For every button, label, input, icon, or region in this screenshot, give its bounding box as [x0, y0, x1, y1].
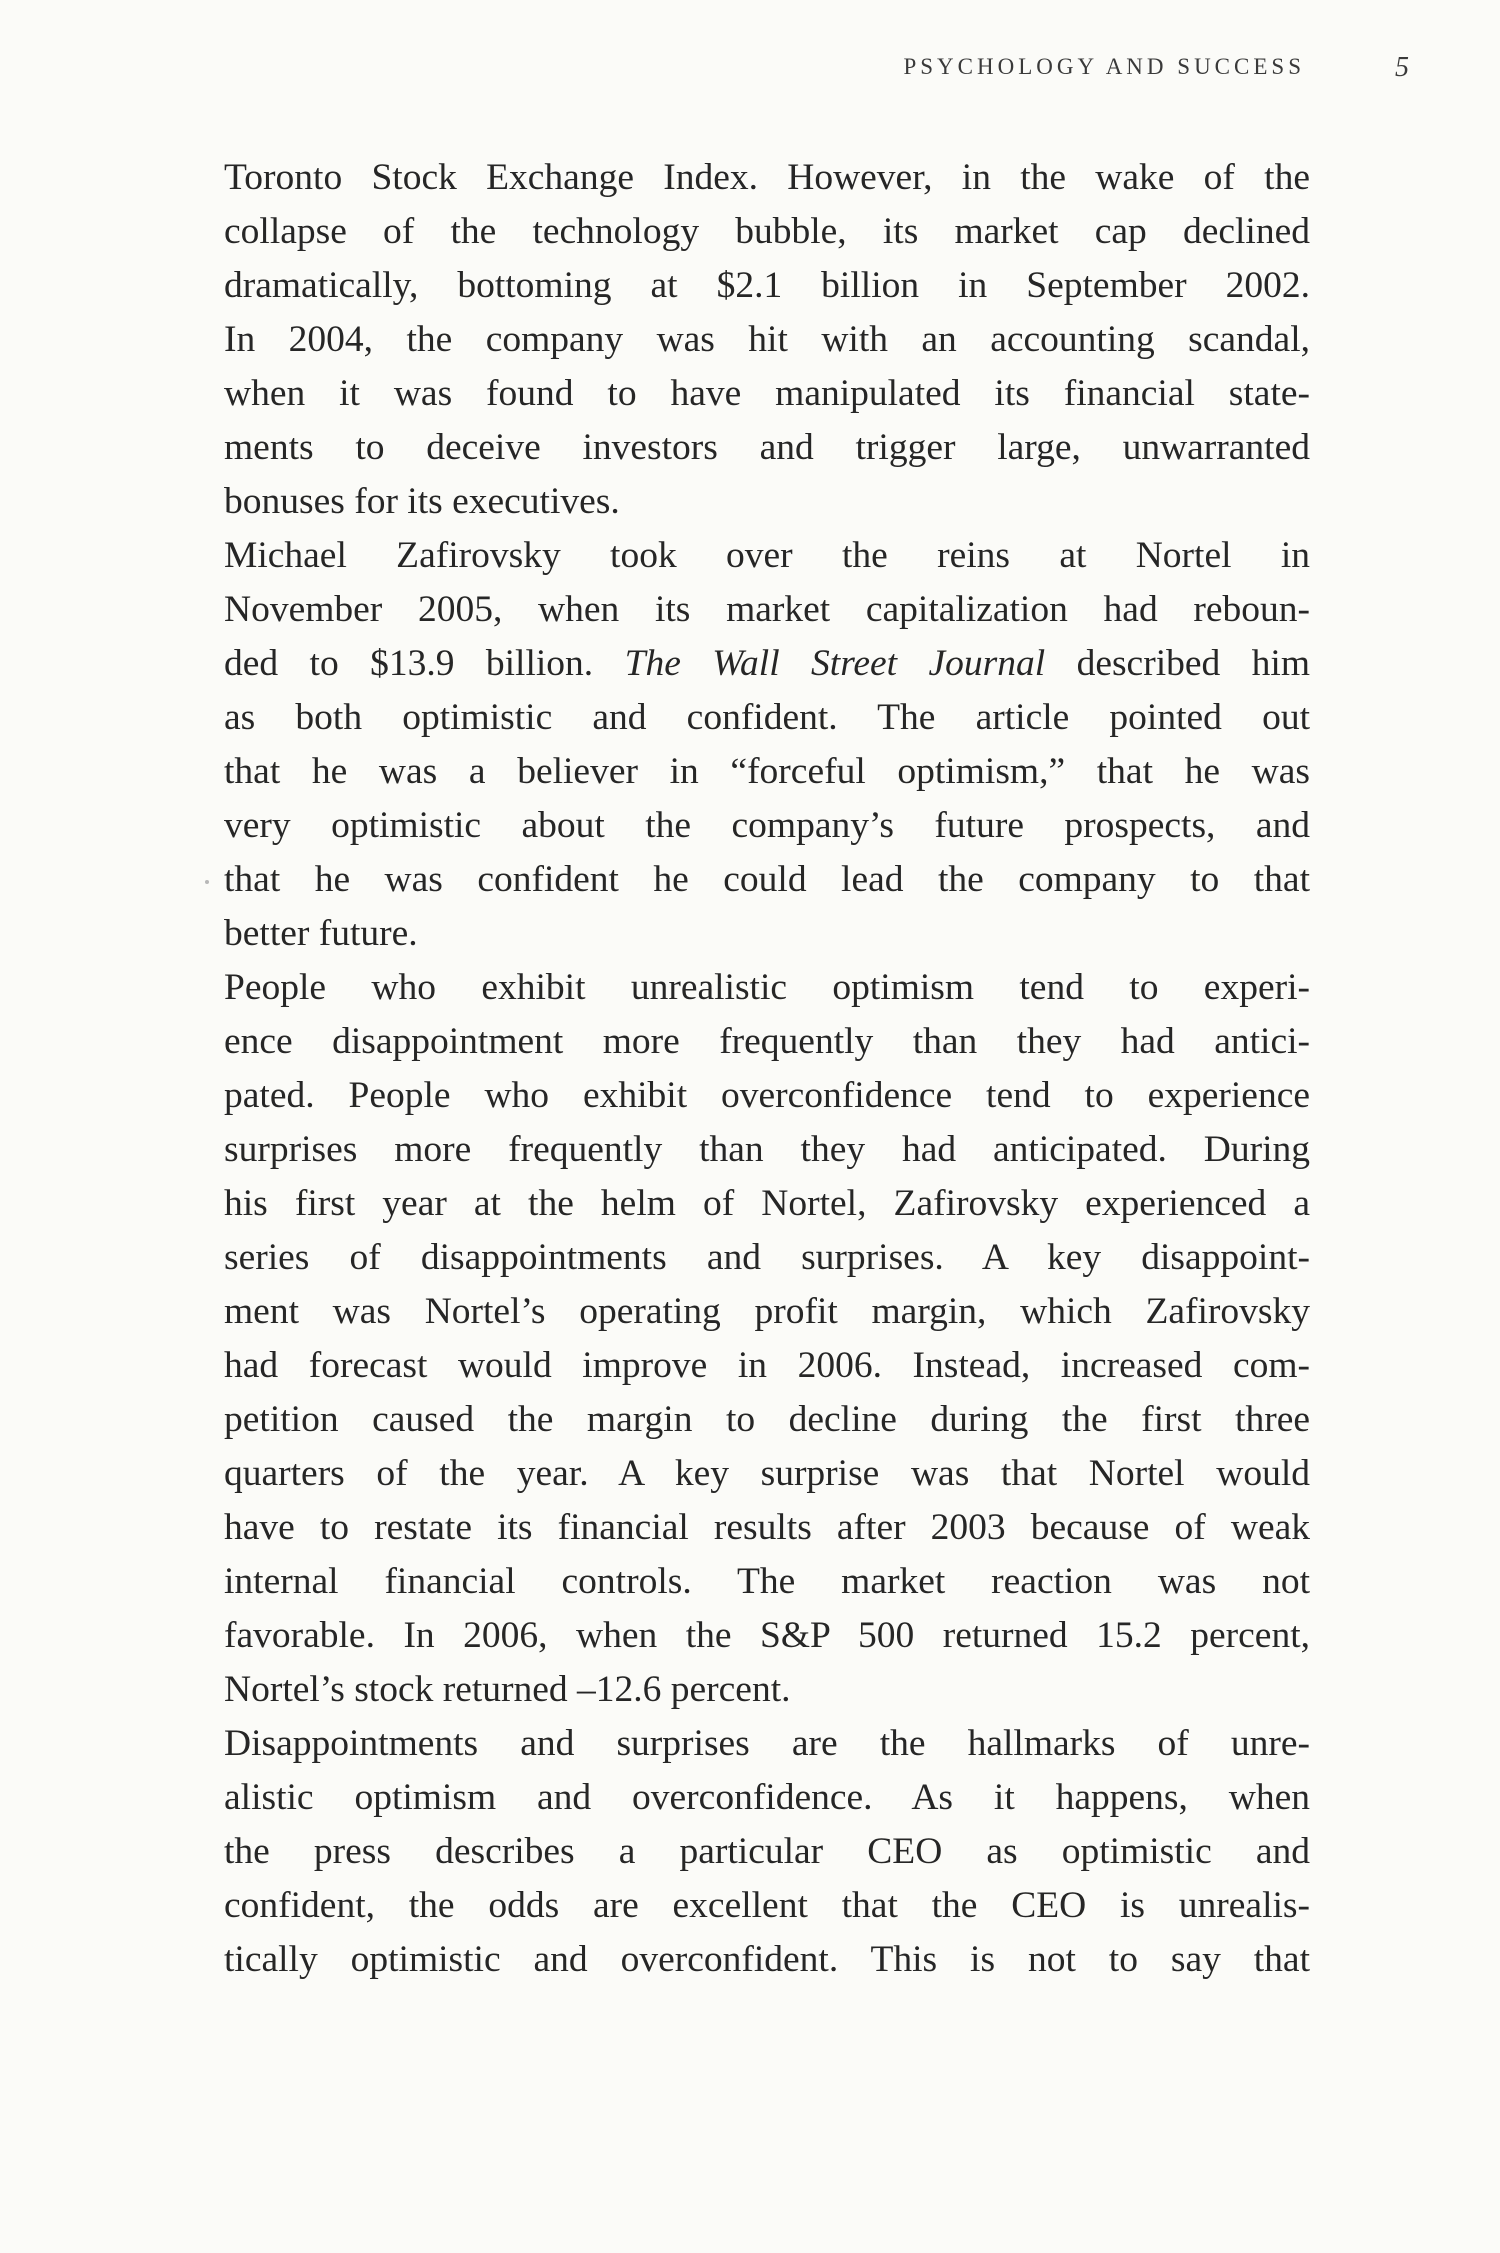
text-line: that he was a believer in “forceful optimism,” that he was — [224, 751, 1310, 792]
text-line: that he was confident he could lead the company to that — [224, 859, 1310, 900]
text-line: ence disappointment more frequently than they had antici- — [224, 1021, 1310, 1062]
text-line: dramatically, bottoming at $2.1 billion in September 2002. — [224, 265, 1310, 306]
text-line-with-italic — [224, 637, 1310, 691]
stray-mark — [205, 880, 209, 884]
text-line: In 2004, the company was hit with an accounting scandal, — [224, 319, 1310, 360]
text-line: collapse of the technology bubble, its market cap declined — [224, 211, 1310, 252]
text-line: as both optimistic and confident. The article pointed out — [224, 697, 1310, 738]
text-line: the press describes a particular CEO as optimistic and — [224, 1831, 1310, 1872]
paragraph-3 — [224, 961, 1310, 1717]
text-line: pated. People who exhibit overconfidence tend to experience — [224, 1075, 1310, 1116]
text-line: Toronto Stock Exchange Index. However, in the wake of the — [224, 157, 1310, 198]
text-line: internal financial controls. The market reaction was not — [224, 1561, 1310, 1602]
paragraph-2 — [224, 529, 1310, 961]
text-line: November 2005, when its market capitalization had reboun- — [224, 589, 1310, 630]
text-line: People who exhibit unrealistic optimism tend to experi- — [224, 967, 1310, 1008]
text-run: ded to $13.9 billion. — [224, 643, 625, 684]
text-line: ment was Nortel’s operating profit margin, which Zafirovsky — [224, 1291, 1310, 1332]
text-line: bonuses for its executives. — [224, 481, 620, 522]
text-line: Michael Zafirovsky took over the reins at Nortel in — [224, 535, 1310, 576]
paragraph-1 — [224, 151, 1310, 529]
text-line: Disappointments and surprises are the hallmarks of unre- — [224, 1723, 1310, 1764]
text-line: confident, the odds are excellent that the CEO is unrealis- — [224, 1885, 1310, 1926]
text-line: series of disappointments and surprises. A key disappoint- — [224, 1237, 1310, 1278]
text-line: had forecast would improve in 2006. Instead, increased com- — [224, 1345, 1310, 1386]
text-line: alistic optimism and overconfidence. As it happens, when — [224, 1777, 1310, 1818]
text-line: petition caused the margin to decline during the first three — [224, 1399, 1310, 1440]
text-line: better future. — [224, 913, 418, 954]
text-line: Nortel’s stock returned –12.6 percent. — [224, 1669, 791, 1710]
text-line: surprises more frequently than they had anticipated. During — [224, 1129, 1310, 1170]
paragraph-4 — [224, 1717, 1310, 1987]
text-line: tically optimistic and overconfident. This is not to say that — [224, 1939, 1310, 1980]
text-run: described him — [1045, 643, 1310, 684]
page-number: 5 — [1395, 52, 1409, 83]
body-text — [224, 151, 1310, 1987]
text-line: ments to deceive investors and trigger large, unwarranted — [224, 427, 1310, 468]
text-line: his first year at the helm of Nortel, Zafirovsky experienced a — [224, 1183, 1310, 1224]
text-line: have to restate its financial results after 2003 because of weak — [224, 1507, 1310, 1548]
publication-title: The Wall Street Journal — [624, 643, 1046, 684]
text-line: very optimistic about the company’s future prospects, and — [224, 805, 1310, 846]
text-line: favorable. In 2006, when the S&P 500 returned 15.2 percent, — [224, 1615, 1310, 1656]
text-line: when it was found to have manipulated its financial state- — [224, 373, 1310, 414]
text-line: quarters of the year. A key surprise was that Nortel would — [224, 1453, 1310, 1494]
running-head: PSYCHOLOGY AND SUCCESS — [903, 54, 1305, 79]
